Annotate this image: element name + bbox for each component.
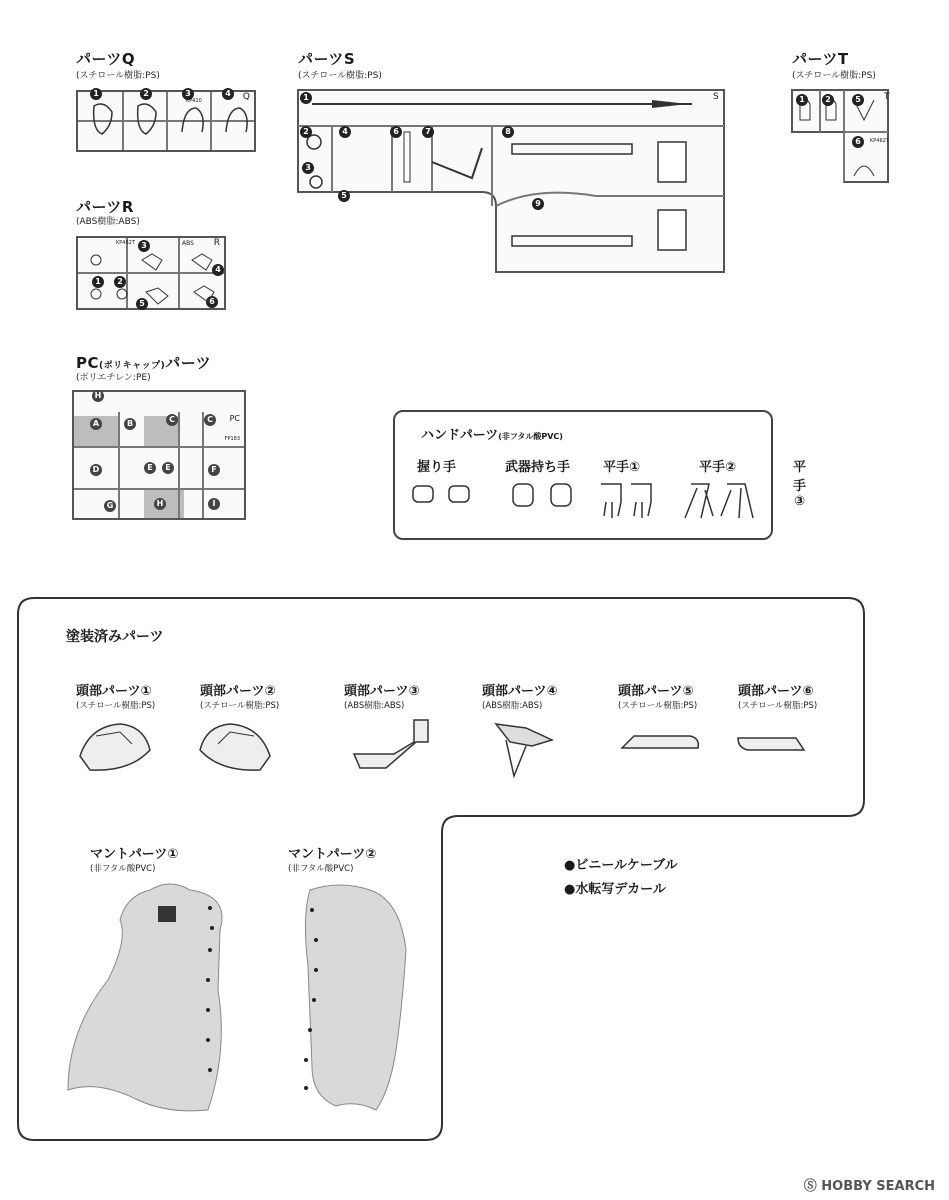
parts-r-title: パーツR	[76, 198, 134, 216]
pc-title-end: パーツ	[165, 354, 212, 372]
head-part-title: 頭部パーツ①	[76, 684, 152, 699]
runner-s	[292, 86, 732, 282]
q-parts-drawing	[86, 102, 251, 142]
pc-letter: I	[208, 498, 220, 510]
part-number: 3	[182, 88, 194, 100]
head-part-title: 頭部パーツ④	[482, 684, 558, 699]
hand-item-label: 握り手	[417, 460, 457, 475]
head-part-2	[200, 680, 279, 711]
hand-parts-box	[393, 410, 807, 540]
pc-letter: C	[166, 414, 178, 426]
mantle-part-material: (非フタル酸PVC)	[288, 864, 354, 874]
part-number: 2	[140, 88, 152, 100]
parts-s-title: パーツS	[298, 50, 356, 68]
head-part-4	[482, 680, 558, 711]
head-part-material: (ABS樹脂:ABS)	[482, 701, 543, 711]
pc-letter: E	[144, 462, 156, 474]
runner-code: KP462T	[870, 138, 889, 144]
runner-letter: S	[713, 92, 719, 102]
part-number: 2	[300, 126, 312, 138]
part-number: 6	[206, 296, 218, 308]
hands-drawing	[405, 478, 765, 534]
head-part-5	[618, 680, 697, 711]
runner-letter: PC	[229, 414, 240, 423]
part-number: 4	[339, 126, 351, 138]
part-number: 1	[90, 88, 102, 100]
parts-t-title: パーツT	[792, 50, 849, 68]
part-number: 1	[796, 94, 808, 106]
extra-item: ●ビニールケーブル	[564, 858, 678, 873]
r-parts-drawing	[82, 242, 222, 308]
watermark-text: HOBBY SEARCH	[821, 1179, 935, 1194]
pc-letter: H	[154, 498, 166, 510]
head-part-title: 頭部パーツ⑤	[618, 684, 694, 699]
part-number: 5	[338, 190, 350, 202]
parts-s-material: (スチロール樹脂:PS)	[298, 71, 382, 81]
runner-q	[76, 90, 256, 152]
head-part-material: (スチロール樹脂:PS)	[738, 701, 818, 711]
head-parts-drawing	[70, 716, 840, 786]
parts-q-material: (スチロール樹脂:PS)	[76, 71, 160, 81]
part-number: 2	[114, 276, 126, 288]
hand-item-label: 武器持ち手	[505, 460, 571, 475]
part-number: 3	[302, 162, 314, 174]
part-number: 1	[92, 276, 104, 288]
part-number: 4	[222, 88, 234, 100]
parts-pc-material: (ポリエチレン:PE)	[76, 373, 151, 383]
runner-letter: Q	[242, 92, 250, 102]
abs-label: ABS	[182, 240, 194, 247]
pc-letter: B	[124, 418, 136, 430]
runner-code: KP410	[186, 98, 202, 104]
head-part-material: (スチロール樹脂:PS)	[200, 701, 280, 711]
pc-letter: D	[90, 464, 102, 476]
hand-parts-title	[421, 424, 563, 443]
parts-t-material: (スチロール樹脂:PS)	[792, 71, 876, 81]
extra-item: ●水転写デカール	[564, 882, 666, 897]
pc-letter: E	[162, 462, 174, 474]
pc-title-main: PC	[76, 354, 100, 372]
parts-r-material: (ABS樹脂:ABS)	[76, 217, 140, 227]
runner-code: FP183	[224, 436, 240, 442]
part-number: 4	[212, 264, 224, 276]
hand-title-main: ハンドパーツ	[421, 428, 499, 443]
mantle-parts-drawing	[60, 880, 440, 1120]
hand-item-label: 平手③	[793, 460, 807, 509]
hand-item-label: 平手②	[699, 460, 737, 475]
pc-letter: G	[104, 500, 116, 512]
head-part-1	[76, 680, 155, 711]
pc-letter: H	[92, 390, 104, 402]
part-number: 7	[422, 126, 434, 138]
runner-letter: R	[213, 238, 220, 248]
part-number: 1	[300, 92, 312, 104]
runner-letter: T	[884, 92, 890, 102]
pc-letter: C	[204, 414, 216, 426]
runner-r	[76, 236, 226, 310]
pc-letter: A	[90, 418, 102, 430]
hand-title-small: (非フタル酸PVC)	[498, 432, 563, 441]
runner-code: KP462T	[116, 240, 135, 246]
mantle-part-title: マントパーツ②	[288, 847, 377, 862]
runner-pc	[72, 390, 246, 520]
logo-icon: Ⓢ	[803, 1179, 822, 1194]
mantle-part-2	[288, 843, 376, 874]
parts-q-title: パーツQ	[76, 50, 136, 68]
head-part-title: 頭部パーツ②	[200, 684, 276, 699]
head-part-title: 頭部パーツ⑥	[738, 684, 814, 699]
part-number: 5	[852, 94, 864, 106]
painted-parts-title: 塗装済みパーツ	[66, 629, 164, 645]
head-part-material: (スチロール樹脂:PS)	[618, 701, 698, 711]
part-number: 6	[852, 136, 864, 148]
head-part-material: (スチロール樹脂:PS)	[76, 701, 156, 711]
part-number: 9	[532, 198, 544, 210]
head-part-material: (ABS樹脂:ABS)	[344, 701, 405, 711]
head-part-6	[738, 680, 817, 711]
head-part-3	[344, 680, 420, 711]
mantle-part-material: (非フタル酸PVC)	[90, 864, 156, 874]
hand-item-label: 平手①	[603, 460, 641, 475]
mantle-part-title: マントパーツ①	[90, 847, 179, 862]
part-number: 8	[502, 126, 514, 138]
mantle-part-1	[90, 843, 178, 874]
pc-letter: F	[208, 464, 220, 476]
watermark-logo	[804, 1175, 935, 1194]
part-number: 2	[822, 94, 834, 106]
part-number: 6	[390, 126, 402, 138]
part-number: 3	[138, 240, 150, 252]
part-number: 5	[136, 298, 148, 310]
pc-title-small: (ポリキャップ)	[99, 361, 166, 371]
head-part-title: 頭部パーツ③	[344, 684, 420, 699]
